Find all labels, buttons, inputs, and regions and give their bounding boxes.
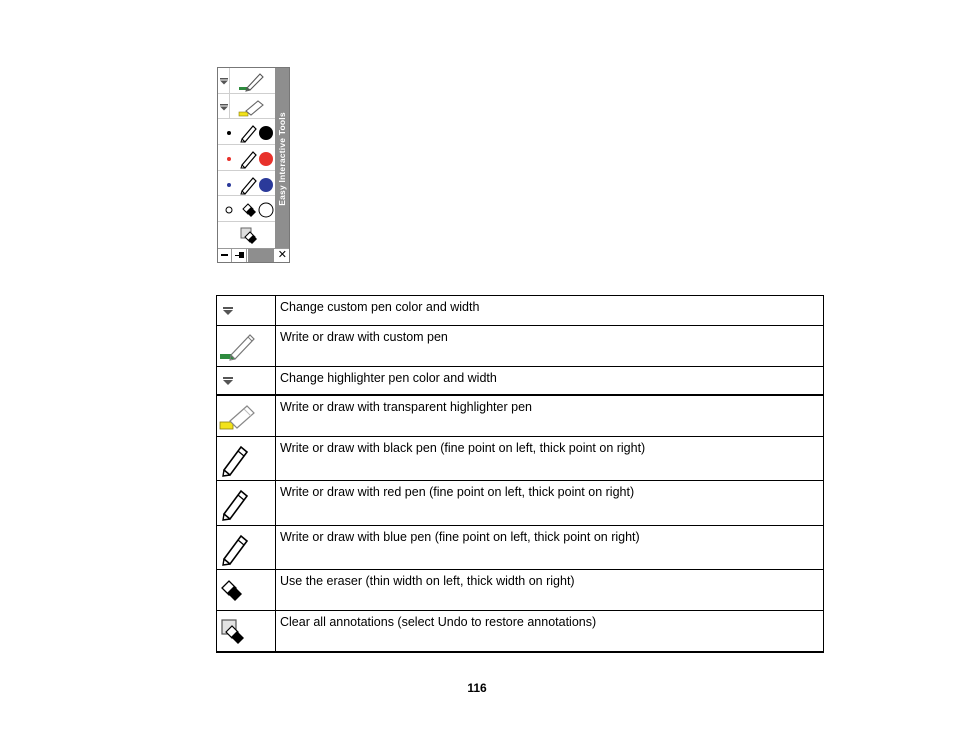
custom-pen-icon xyxy=(219,332,259,362)
toolbar-blue-pen-icon[interactable] xyxy=(220,173,276,195)
toolbar-red-pen-row[interactable] xyxy=(218,145,276,171)
toolbar-black-pen-icon[interactable] xyxy=(220,121,276,143)
table-row xyxy=(217,526,824,570)
minimize-icon[interactable] xyxy=(218,249,232,262)
description-cell: Clear all annotations (select Undo to restore annotations) xyxy=(276,611,824,652)
icon-cell xyxy=(217,395,276,437)
table-row xyxy=(217,296,824,326)
icon-cell xyxy=(217,481,276,526)
tools-description-table xyxy=(216,295,824,653)
eraser-icon xyxy=(220,578,246,604)
toolbar-bottom-bar xyxy=(218,248,289,262)
page-number: 116 xyxy=(467,681,487,695)
blue-pen-icon xyxy=(220,532,252,566)
description-cell: Write or draw with transparent highlighter pen xyxy=(276,395,824,437)
table-row xyxy=(217,570,824,611)
toolbar-dropdown-arrow-icon[interactable] xyxy=(218,68,230,93)
icon-cell xyxy=(217,296,276,326)
toolbar-eraser-row[interactable] xyxy=(218,196,276,222)
toolbar-black-pen-row[interactable] xyxy=(218,119,276,145)
toolbar-title-bar[interactable] xyxy=(275,68,289,249)
table-row xyxy=(217,611,824,652)
clear-all-icon xyxy=(220,618,248,646)
toolbar-custom-pen-row[interactable] xyxy=(218,68,276,94)
table-row xyxy=(217,395,824,437)
icon-cell xyxy=(217,367,276,395)
close-icon[interactable]: ✕ xyxy=(277,249,287,261)
icon-cell xyxy=(217,570,276,611)
description-cell: Write or draw with red pen (fine point on left, thick point on right) xyxy=(276,481,824,526)
description-cell: Write or draw with black pen (fine point on left, thick point on right) xyxy=(276,437,824,481)
icon-cell xyxy=(217,611,276,652)
toolbar-clear-all-row[interactable] xyxy=(218,222,276,248)
toolbar-custom-pen-icon xyxy=(238,71,268,93)
icon-cell xyxy=(217,437,276,481)
red-pen-icon xyxy=(220,487,252,521)
table-row xyxy=(217,437,824,481)
toolbar-rows xyxy=(218,68,276,248)
toolbar-title: Easy Interactive Tools xyxy=(277,111,287,206)
description-cell: Write or draw with blue pen (fine point on left, thick point on right) xyxy=(276,526,824,570)
table-row xyxy=(217,481,824,526)
toolbar-clear-all-icon[interactable] xyxy=(239,226,259,246)
description-cell: Change custom pen color and width xyxy=(276,296,824,326)
black-pen-icon xyxy=(220,443,252,477)
toolbar-highlighter-icon xyxy=(238,97,268,119)
description-cell: Write or draw with custom pen xyxy=(276,326,824,367)
dropdown-arrow-icon xyxy=(221,304,235,318)
table-row xyxy=(217,326,824,367)
toolbar-bottom-spacer xyxy=(248,249,274,262)
toolbar-dropdown-arrow-icon[interactable] xyxy=(218,94,230,119)
description-cell: Use the eraser (thin width on left, thick width on right) xyxy=(276,570,824,611)
toolbar-blue-pen-row[interactable] xyxy=(218,171,276,197)
toolbar-eraser-icon[interactable] xyxy=(220,198,276,220)
icon-cell xyxy=(217,526,276,570)
table-row xyxy=(217,367,824,395)
highlighter-pen-icon xyxy=(219,402,259,434)
dock-icon[interactable] xyxy=(233,249,247,262)
description-cell: Change highlighter pen color and width xyxy=(276,367,824,395)
easy-interactive-tools-toolbar xyxy=(217,67,290,263)
toolbar-highlighter-row[interactable] xyxy=(218,94,276,120)
dropdown-arrow-icon xyxy=(221,374,235,388)
toolbar-red-pen-icon[interactable] xyxy=(220,147,276,169)
icon-cell xyxy=(217,326,276,367)
